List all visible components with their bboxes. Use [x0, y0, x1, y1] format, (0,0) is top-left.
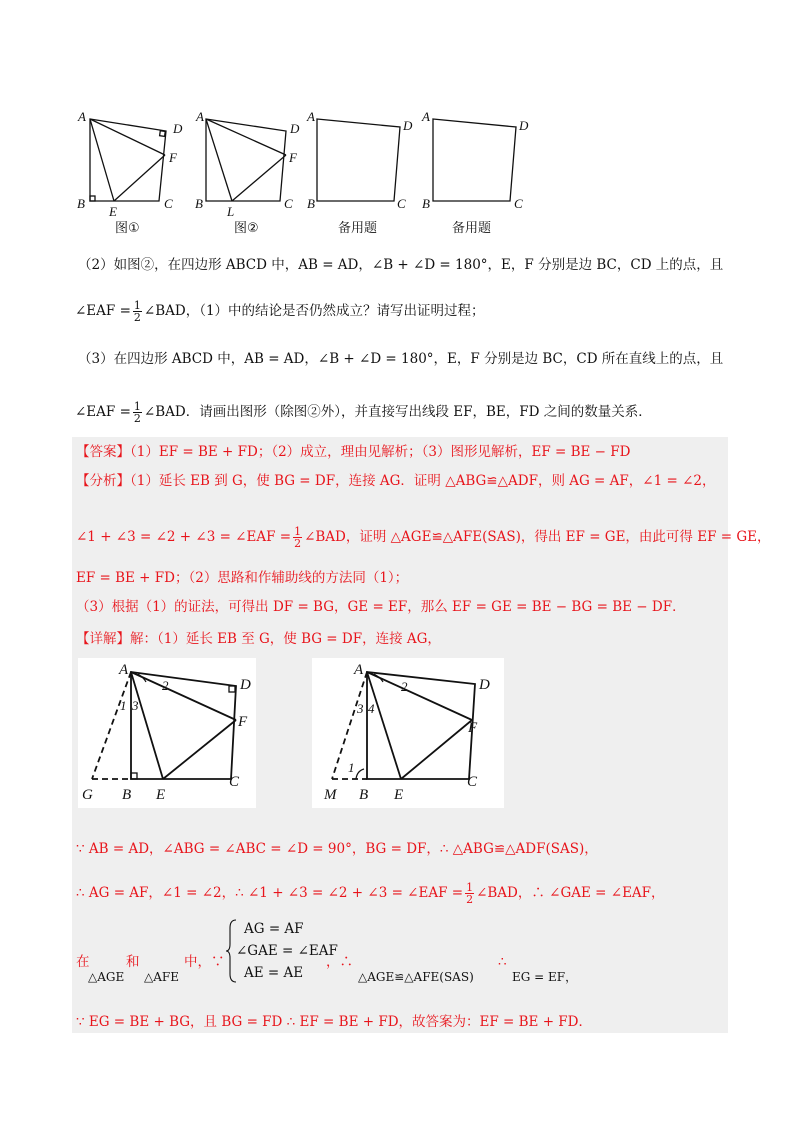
- fig1-label-d: D: [173, 121, 183, 136]
- top-figures: [70, 105, 540, 240]
- analysis-congruence: ∠BAD，证明 △AGE≌△AFE(SAS)，得出 EF = GE，由此可得 EF = GE，: [304, 529, 771, 545]
- answer-summary: 【答案】（1）EF = BE + FD；（2）成立，理由见解析；（3）图形见解析，EF = BE − FD: [76, 444, 631, 460]
- proof-system-eq-2: ∠GAE = ∠EAF: [236, 943, 338, 959]
- detail-right-label-d: D: [479, 677, 490, 693]
- question-part-2-angle: ∠EAF =: [75, 303, 131, 319]
- fraction-denominator: 2: [466, 893, 474, 906]
- fig4-label-c: C: [514, 196, 523, 211]
- analysis-line-4: （3）根据（1）的证法，可得出 DF = BG，GE = EF，那么 EF = GE = BE − BG = BE − DF．: [76, 599, 686, 615]
- fig2-label-b: B: [195, 196, 203, 211]
- fig2-label-e: L: [227, 204, 235, 219]
- proof-in-word: 在: [76, 954, 90, 970]
- detail-left-label-e: E: [156, 787, 166, 803]
- fig2-label-c: C: [284, 196, 293, 211]
- question-part-2-line-1: （2）如图②，在四边形 ABCD 中，AB = AD，∠B + ∠D = 180°，E，F 分别是边 BC，CD 上的点，且: [78, 257, 724, 273]
- fraction-numerator: 1: [133, 400, 141, 413]
- fig4-label-d: D: [519, 118, 529, 133]
- fig1-label-e: E: [109, 204, 117, 219]
- proof-since: 中，∵: [184, 954, 225, 970]
- fig2-label-d: D: [290, 121, 300, 136]
- fraction-denominator: 2: [294, 537, 302, 550]
- analysis-line-3: EF = BE + FD；（2）思路和作辅助线的方法同（1）；: [76, 570, 409, 586]
- question-part-2-line-2: [75, 300, 485, 323]
- detail-right-label-e: E: [394, 787, 404, 803]
- figure-2: [206, 119, 286, 201]
- detail-right-angle-4: 4: [368, 701, 375, 716]
- fraction: [465, 882, 474, 905]
- detail-right-angle-1: 1: [348, 760, 355, 775]
- question-part-3-tail: ∠BAD．请画出图形（除图②外），并直接写出线段 EF，BE，FD 之间的数量关系．: [143, 404, 652, 420]
- proof-line-2: [76, 882, 665, 905]
- fig4-label-b: B: [422, 196, 430, 211]
- fig3-label-c: C: [397, 196, 406, 211]
- analysis-angle-chain: ∠1 + ∠3 = ∠2 + ∠3 = ∠EAF =: [76, 529, 292, 545]
- fraction-numerator: 1: [133, 299, 141, 312]
- proof-therefore-1: ，∴: [326, 954, 353, 970]
- proof-angle-chain: ∴ AG = AF，∠1 = ∠2，∴ ∠1 + ∠3 = ∠2 + ∠3 = ∠EAF =: [76, 885, 464, 901]
- figure-3: [317, 119, 400, 201]
- proof-system-eq-3: AE = AE: [244, 965, 304, 981]
- fig3-caption: 备用题: [338, 221, 378, 236]
- fraction-numerator: 1: [294, 525, 302, 538]
- detail-right-label-c: C: [467, 774, 478, 790]
- proof-line-4: ∵ EG = BE + BG，且 BG = FD ∴ EF = BE + FD，故答案为：EF = BE + FD．: [76, 1014, 592, 1030]
- detail-right-label-a: A: [354, 662, 364, 678]
- fig1-caption: 图①: [115, 221, 140, 236]
- fig3-label-d: D: [403, 118, 413, 133]
- figure-1: [90, 119, 166, 201]
- fraction-numerator: 1: [466, 881, 474, 894]
- detail-left-label-f: F: [238, 714, 248, 730]
- fig1-label-c: C: [164, 196, 173, 211]
- proof-line-3: [76, 918, 716, 988]
- fig4-label-a: A: [422, 109, 430, 124]
- fig2-caption: 图②: [234, 221, 259, 236]
- fig1-label-b: B: [77, 196, 85, 211]
- detail-left-angle-2: 2: [162, 678, 169, 693]
- fig1-label-f: F: [169, 150, 177, 165]
- fig2-label-f: F: [289, 150, 297, 165]
- fig3-label-b: B: [307, 196, 315, 211]
- question-part-3-angle: ∠EAF =: [75, 404, 131, 420]
- detail-right-angle-3: 3: [357, 701, 364, 716]
- proof-and-word: 和: [126, 954, 140, 970]
- analysis-line-1: 【分析】（1）延长 EB 到 G，使 BG = DF，连接 AG．证明 △ABG≌△ADF，则 AG = AF，∠1 = ∠2，: [76, 473, 716, 489]
- proof-congruence: △AGE≌△AFE(SAS): [358, 970, 474, 984]
- proof-therefore-2: ∴: [498, 954, 507, 970]
- proof-eg-ef: EG = EF，: [512, 970, 578, 984]
- fig4-caption: 备用题: [452, 221, 492, 236]
- detail-figure-left: [78, 658, 256, 808]
- proof-triangle-age: △AGE: [88, 970, 125, 984]
- detail-left-label-d: D: [240, 677, 251, 693]
- proof-line-1: ∵ AB = AD，∠ABG = ∠ABC = ∠D = 90°，BG = DF，∴ △ABG≌△ADF(SAS)，: [76, 841, 598, 857]
- analysis-line-2: [76, 526, 770, 549]
- detail-left-label-b: B: [122, 787, 132, 803]
- detail-heading: 【详解】解：（1）延长 EB 至 G，使 BG = DF，连接 AG，: [76, 631, 441, 647]
- detail-left-label-c: C: [229, 774, 240, 790]
- detail-right-label-f: F: [468, 720, 478, 736]
- detail-left-label-a: A: [119, 662, 129, 678]
- fraction-denominator: 2: [133, 311, 141, 324]
- detail-left-angle-3: 3: [132, 698, 139, 713]
- figure-4: [433, 119, 516, 201]
- question-part-3-line-2: [75, 401, 652, 424]
- fraction: [293, 526, 302, 549]
- fig3-label-a: A: [307, 109, 315, 124]
- detail-right-label-b: B: [359, 787, 369, 803]
- proof-triangle-afe: △AFE: [144, 970, 179, 984]
- proof-system-eq-1: AG = AF: [244, 921, 304, 937]
- detail-right-angle-2: 2: [401, 679, 408, 694]
- detail-left-angle-1: 1: [120, 698, 127, 713]
- fraction: [133, 401, 142, 424]
- question-part-3-line-1: （3）在四边形 ABCD 中，AB = AD，∠B + ∠D = 180°，E，F 分别是边 BC，CD 所在直线上的点，且: [78, 351, 724, 367]
- detail-left-label-g: G: [82, 787, 93, 803]
- detail-figure-right: [312, 658, 504, 808]
- fig1-label-a: A: [78, 109, 86, 124]
- detail-right-label-m: M: [324, 787, 337, 803]
- question-part-2-tail: ∠BAD，（1）中的结论是否仍然成立？请写出证明过程；: [143, 303, 485, 319]
- proof-angle-conclusion: ∠BAD，∴ ∠GAE = ∠EAF，: [476, 885, 665, 901]
- fraction: [133, 300, 142, 323]
- fig2-label-a: A: [196, 109, 204, 124]
- fraction-denominator: 2: [133, 412, 141, 425]
